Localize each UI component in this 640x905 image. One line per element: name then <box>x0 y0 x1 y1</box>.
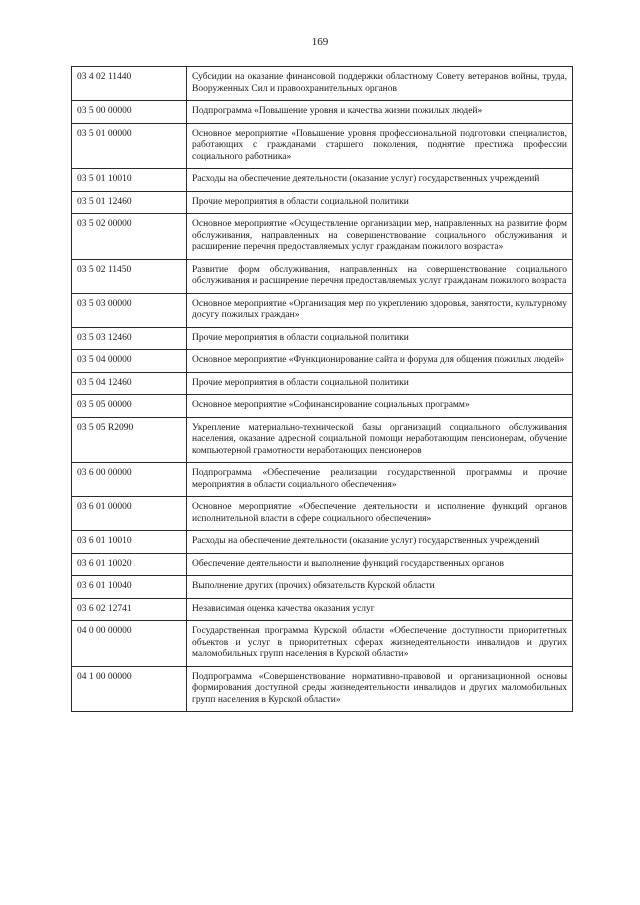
item-description: Прочие мероприятия в области социальной политики <box>187 191 573 214</box>
classification-code: 03 5 01 00000 <box>72 123 187 169</box>
table-row <box>72 123 573 169</box>
classification-code: 03 5 00 00000 <box>72 101 187 124</box>
item-description: Подпрограмма «Обеспечение реализации государственной программы и прочие мероприятия в области социального обеспечения» <box>187 463 573 497</box>
table-row <box>72 531 573 554</box>
table-row <box>72 372 573 395</box>
classification-code: 03 5 02 00000 <box>72 214 187 260</box>
table-row <box>72 553 573 576</box>
table-row <box>72 598 573 621</box>
item-description: Развитие форм обслуживания, направленных на совершенствование социального обслуживания и расширение перечня предоставляемых услуг гражданам пожилого возраста <box>187 259 573 293</box>
item-description: Расходы на обеспечение деятельности (оказание услуг) государственных учреждений <box>187 169 573 192</box>
item-description: Независимая оценка качества оказания услуг <box>187 598 573 621</box>
table-row <box>72 576 573 599</box>
item-description: Основное мероприятие «Обеспечение деятельности и исполнение функций органов исполнительной власти в сфере социального обеспечения» <box>187 497 573 531</box>
table-row <box>72 666 573 712</box>
table-row <box>72 497 573 531</box>
classification-code: 03 4 02 11440 <box>72 67 187 101</box>
classification-code: 03 5 01 12460 <box>72 191 187 214</box>
classification-code: 03 6 01 10010 <box>72 531 187 554</box>
item-description: Подпрограмма «Совершенствование нормативно-правовой и организационной основы формирования доступной среды жизнедеятельности инвалидов и других маломобильных групп населения в Курской области» <box>187 666 573 712</box>
classification-code: 03 5 04 12460 <box>72 372 187 395</box>
table-row <box>72 621 573 667</box>
item-description: Субсидии на оказание финансовой поддержки областному Совету ветеранов войны, труда, Вооруженных Сил и правоохранительных органов <box>187 67 573 101</box>
table-row <box>72 417 573 463</box>
classification-code: 03 6 01 00000 <box>72 497 187 531</box>
table-row <box>72 327 573 350</box>
table-row <box>72 293 573 327</box>
classification-code: 03 5 02 11450 <box>72 259 187 293</box>
item-description: Расходы на обеспечение деятельности (оказание услуг) государственных учреждений <box>187 531 573 554</box>
classification-code: 03 6 01 10020 <box>72 553 187 576</box>
classification-code: 03 5 05 00000 <box>72 395 187 418</box>
table-row <box>72 214 573 260</box>
item-description: Государственная программа Курской области «Обеспечение доступности приоритетных объектов и услуг в приоритетных сферах жизнедеятельности инвалидов и других маломобильных групп населения в Курской области» <box>187 621 573 667</box>
classification-code: 03 5 04 00000 <box>72 350 187 373</box>
item-description: Прочие мероприятия в области социальной политики <box>187 327 573 350</box>
classification-code: 03 6 01 10040 <box>72 576 187 599</box>
table-row <box>72 463 573 497</box>
item-description: Обеспечение деятельности и выполнение функций государственных органов <box>187 553 573 576</box>
table-row <box>72 259 573 293</box>
page-number: 169 <box>311 36 329 48</box>
budget-classification-table <box>71 66 573 712</box>
classification-code: 04 0 00 00000 <box>72 621 187 667</box>
table-row <box>72 101 573 124</box>
item-description: Укрепление материально-технической базы организаций социального обслуживания населения, оказание адресной социальной помощи неработающим пенсионерам, обучение компьютерной грамотности неработающих пенсионеров <box>187 417 573 463</box>
classification-code: 03 5 01 10010 <box>72 169 187 192</box>
item-description: Выполнение других (прочих) обязательств Курской области <box>187 576 573 599</box>
classification-code: 04 1 00 00000 <box>72 666 187 712</box>
table-row <box>72 191 573 214</box>
item-description: Основное мероприятие «Повышение уровня профессиональной подготовки специалистов, работающих с гражданами старшего поколения, поднятие престижа профессии социального работника» <box>187 123 573 169</box>
item-description: Основное мероприятие «Функционирование сайта и форума для общения пожилых людей» <box>187 350 573 373</box>
table-row <box>72 350 573 373</box>
item-description: Основное мероприятие «Осуществление организации мер, направленных на развитие форм обслуживания, направленных на совершенствование социального обслуживания и расширение перечня предоставляемых услуг гражданам пожилого возраста» <box>187 214 573 260</box>
table-row <box>72 169 573 192</box>
classification-code: 03 6 02 12741 <box>72 598 187 621</box>
classification-code: 03 6 00 00000 <box>72 463 187 497</box>
classification-code: 03 5 05 R2090 <box>72 417 187 463</box>
table-row <box>72 395 573 418</box>
item-description: Основное мероприятие «Софинансирование социальных программ» <box>187 395 573 418</box>
item-description: Подпрограмма «Повышение уровня и качества жизни пожилых людей» <box>187 101 573 124</box>
classification-code: 03 5 03 12460 <box>72 327 187 350</box>
table-row <box>72 67 573 101</box>
item-description: Основное мероприятие «Организация мер по укреплению здоровья, занятости, культурному досугу пожилых граждан» <box>187 293 573 327</box>
item-description: Прочие мероприятия в области социальной политики <box>187 372 573 395</box>
classification-code: 03 5 03 00000 <box>72 293 187 327</box>
